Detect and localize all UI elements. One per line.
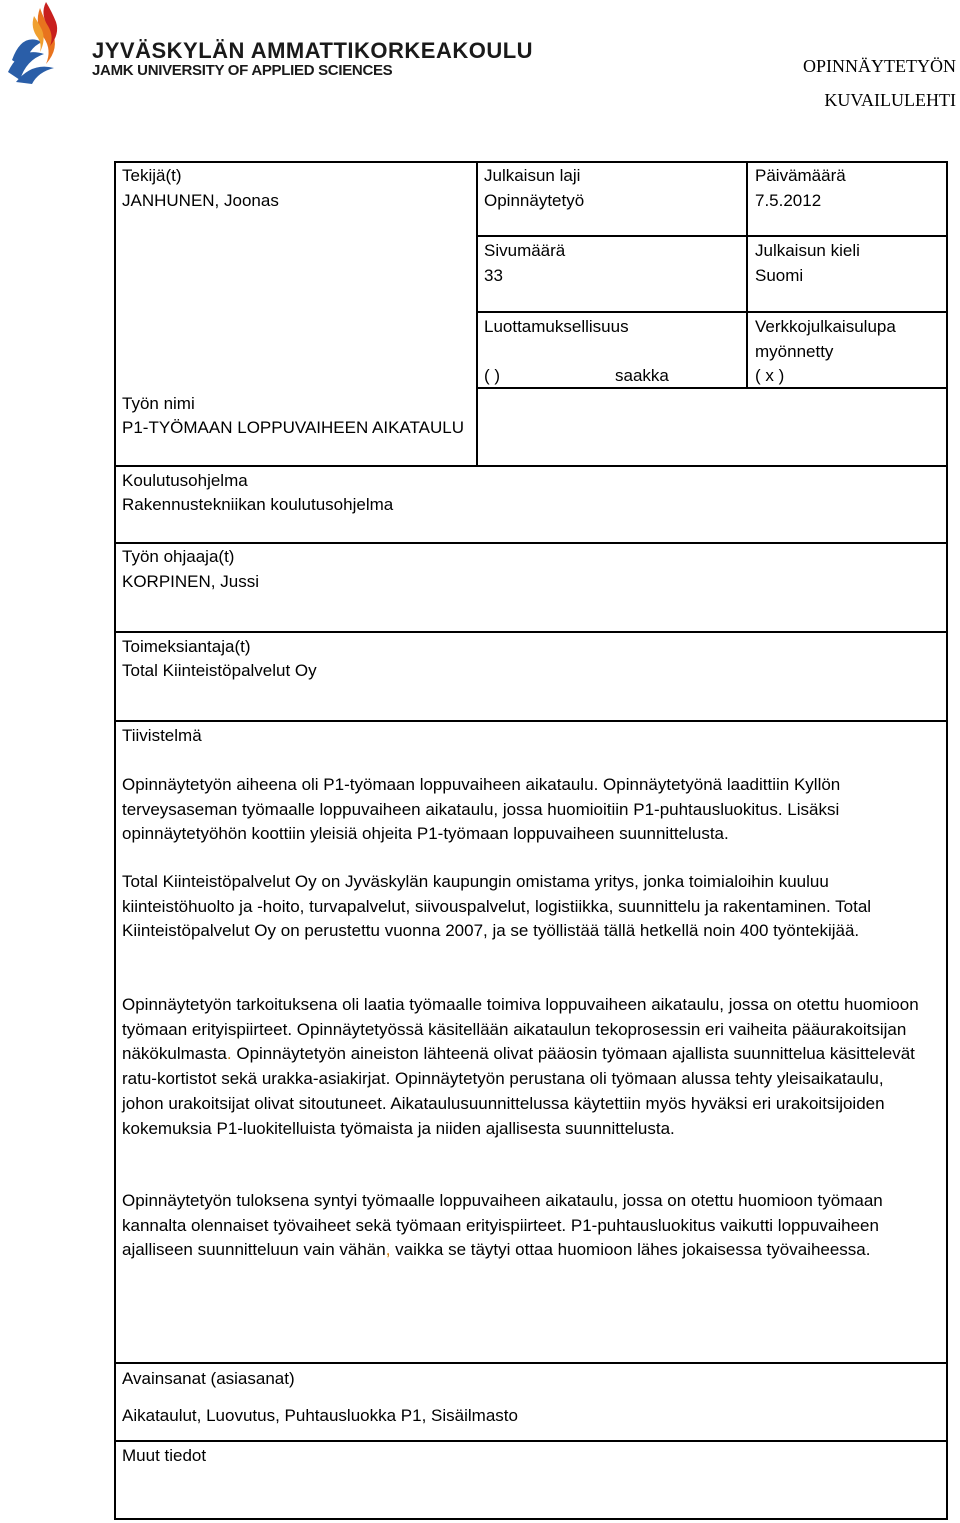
doc-title-line1: OPINNÄYTETYÖN (803, 56, 956, 76)
confidentiality-until: saakka (615, 366, 669, 385)
date-value: 7.5.2012 (755, 191, 822, 210)
pages-label: Sivumäärä (484, 241, 566, 260)
logo-name-line2: JAMK UNIVERSITY OF APPLIED SCIENCES (92, 62, 393, 79)
title-label: Työn nimi (122, 394, 195, 413)
confidentiality-label: Luottamuksellisuus (484, 317, 629, 336)
abstract-paragraph-2: Total Kiinteistöpalvelut Oy on Jyväskylän kaupungin omistama yritys, jonka toimialoihin kuuluu kiinteistöhuolto ja -hoito, turvapalvelut, siivouspalvelut, logistiikka, suunnittelu ja rakentaminen. Total Kiinteistöpalvelut Oy on perustettu vuonna 2007, ja se työllistää tällä hetkellä noin 400 työntekijää. (122, 872, 872, 941)
abstract-paragraph-4: Opinnäytetyön tuloksena syntyi työmaalle loppuvaiheen aikataulu, jossa on otettu huomioon työmaan kannalta olennaiset työvaiheet sekä työmaan erityispiirteet. P1-puhtausluokitus vaikutti loppuvaiheen ajalliseen suunnitteluun vain vähän, vaikka se täytyi ottaa huomioon lähes jokaisessa työvaiheessa. (122, 1191, 883, 1260)
pages-value: 33 (484, 266, 503, 285)
other-info-label: Muut tiedot (122, 1446, 207, 1465)
lang-label: Julkaisun kieli (755, 241, 860, 260)
doc-title-line2: KUVAILULEHTI (824, 90, 956, 110)
title-value: P1-TYÖMAAN LOPPUVAIHEEN AIKATAULU (122, 418, 464, 437)
abstract-paragraph-1: Opinnäytetyön aiheena oli P1-työmaan loppuvaiheen aikataulu. Opinnäytetyönä laadittiin Kyllön terveysaseman työmaalle loppuvaiheen aikataulu, jossa huomioitiin P1-puhtausluokitus. Lisäksi opinnäytetyöhön koottiin yleisiä ohjeita P1-työmaan loppuvaiheen suunnittelusta. (122, 775, 841, 844)
lang-value: Suomi (755, 266, 804, 285)
keywords-label: Avainsanat (asiasanat) (122, 1369, 295, 1388)
program-value: Rakennustekniikan koulutusohjelma (122, 495, 394, 514)
client-value: Total Kiinteistöpalvelut Oy (122, 661, 317, 680)
confidentiality-checkbox[interactable]: ( ) (484, 366, 501, 385)
webpub-checkbox[interactable]: ( x ) (755, 366, 785, 385)
pubtype-value: Opinnäytetyö (484, 191, 585, 210)
client-label: Toimeksiantaja(t) (122, 637, 251, 656)
date-label: Päivämäärä (755, 166, 846, 185)
supervisor-value: KORPINEN, Jussi (122, 572, 259, 591)
pubtype-label: Julkaisun laji (484, 166, 581, 185)
abstract-paragraph-3: Opinnäytetyön tarkoituksena oli laatia työmaalle toimiva loppuvaiheen aikataulu, jossa on otettu huomioon työmaan erityispiirteet. Opinnäytetyössä käsitellään aikataulun tekoprosessin eri vaiheita pääurakoitsijan näkökulmasta. Opinnäytetyön aineiston lähteenä olivat pääosin työmaan ajallista suunnittelua käsittelevät ratu-kortistot sekä urakka-asiakirjat. Opinnäytetyön perustana oli työmaan alussa tehty yleisaikataulu, johon urakoitsijat olivat sitoutuneet. Aikataulusuunnittelussa käytettiin myös hyväksi eri urakoitsijoiden kokemuksia P1-luokitelluista työmaista ja niiden ajallisesta suunnittelusta. (122, 995, 919, 1138)
jamk-logo-icon (4, 2, 80, 84)
author-value: JANHUNEN, Joonas (122, 191, 279, 210)
logo-name-line1: JYVÄSKYLÄN AMMATTIKORKEAKOULU (92, 38, 534, 63)
supervisor-label: Työn ohjaaja(t) (122, 547, 235, 566)
program-label: Koulutusohjelma (122, 471, 248, 490)
webpub-label-line1: Verkkojulkaisulupa (755, 317, 896, 336)
abstract-label: Tiivistelmä (122, 726, 202, 745)
webpub-label-line2: myönnetty (755, 342, 834, 361)
keywords-value: Aikataulut, Luovutus, Puhtausluokka P1, Sisäilmasto (122, 1406, 518, 1425)
author-label: Tekijä(t) (122, 166, 182, 185)
